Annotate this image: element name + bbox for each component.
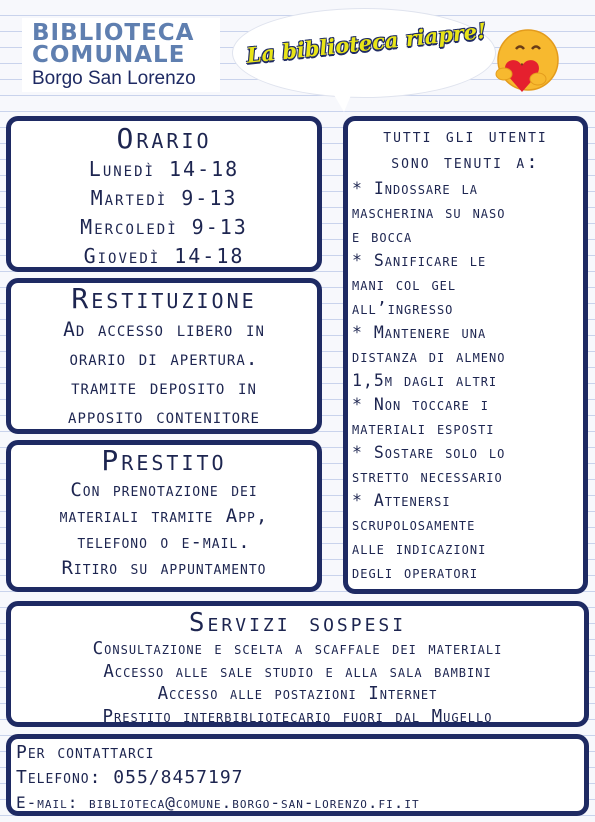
hours-line: Giovedì 14-18	[83, 244, 245, 268]
rule-line: 1,5m dagli altri	[352, 371, 498, 390]
reopening-slogan: La biblioteca riapre!	[245, 17, 488, 68]
rules-heading: tutti gli utenti	[383, 125, 548, 147]
logo-line-1: BIBLIOTECA	[32, 20, 195, 46]
service-line: Prestito interbibliotecario fuori dal Mugello	[102, 706, 493, 727]
service-line: Consultazione e scelta a scaffale dei materiali	[92, 639, 503, 659]
loan-line: Ritiro su appuntamento	[61, 557, 267, 579]
rule-line: distanza di almeno	[352, 347, 506, 366]
returns-title: Restituzione	[71, 282, 257, 315]
service-line: Accesso alle postazioni Internet	[157, 684, 438, 704]
returns-line: apposito contenitore	[68, 405, 260, 428]
rule-line: mani col gel	[352, 275, 457, 294]
rule-line: all’ingresso	[352, 299, 454, 318]
loan-line: materiali tramite App,	[59, 505, 269, 527]
loan-line: Con prenotazione dei	[70, 479, 258, 501]
suspended-services-title: Servizi sospesi	[188, 608, 407, 638]
phone-number: Telefono: 055/8457197	[16, 767, 244, 788]
rule-line: scrupolosamente	[352, 515, 476, 534]
rule-line: degli operatori	[352, 563, 479, 582]
hours-line: Lunedì 14-18	[88, 157, 240, 181]
rule-line: alle indicazioni	[352, 539, 487, 558]
opening-hours-title: Orario	[116, 122, 212, 155]
logo-line-2: COMUNALE	[32, 42, 186, 68]
hours-line: Martedì 9-13	[90, 186, 238, 210]
rule-line: mascherina su naso	[352, 203, 506, 222]
rule-line: stretto necessario	[352, 467, 503, 486]
library-logo	[22, 18, 220, 92]
rule-line: materiali esposti	[352, 419, 495, 438]
suspended-services-panel	[6, 601, 589, 727]
loan-title: Prestito	[101, 444, 227, 477]
returns-line: tramite deposito in	[71, 376, 257, 399]
rule-line: e bocca	[352, 227, 413, 246]
service-line: Accesso alle sale studio e alla sala bambini	[103, 661, 492, 682]
rule-line: * Sostare solo lo	[352, 443, 506, 462]
hugging-heart-emoji-icon	[488, 24, 562, 100]
returns-panel	[6, 278, 322, 434]
loan-panel	[6, 440, 322, 592]
contacts-panel	[6, 734, 589, 816]
loan-line: telefono o e-mail.	[77, 531, 251, 553]
logo-line-3: Borgo San Lorenzo	[32, 68, 196, 89]
returns-line: Ad accesso libero in	[63, 318, 265, 341]
email-address[interactable]: E-mail: biblioteca@comune.borgo-san-lorenzo.fi.it	[16, 793, 420, 812]
contacts-heading: Per contattarci	[16, 742, 155, 763]
rule-line: * Non toccare i	[352, 395, 489, 414]
hours-line: Mercoledì 9-13	[80, 215, 248, 239]
returns-line: orario di apertura.	[69, 347, 259, 370]
rule-line: * Indossare la	[352, 179, 478, 198]
speech-bubble-tail	[330, 88, 354, 112]
user-rules-panel	[343, 116, 588, 594]
opening-hours-panel	[6, 116, 322, 272]
rule-line: * Mantenere una	[352, 323, 487, 342]
rule-line: * Attenersi	[352, 491, 451, 510]
rule-line: * Sanificare le	[352, 251, 487, 270]
rules-heading: sono tenuti a:	[391, 151, 540, 173]
